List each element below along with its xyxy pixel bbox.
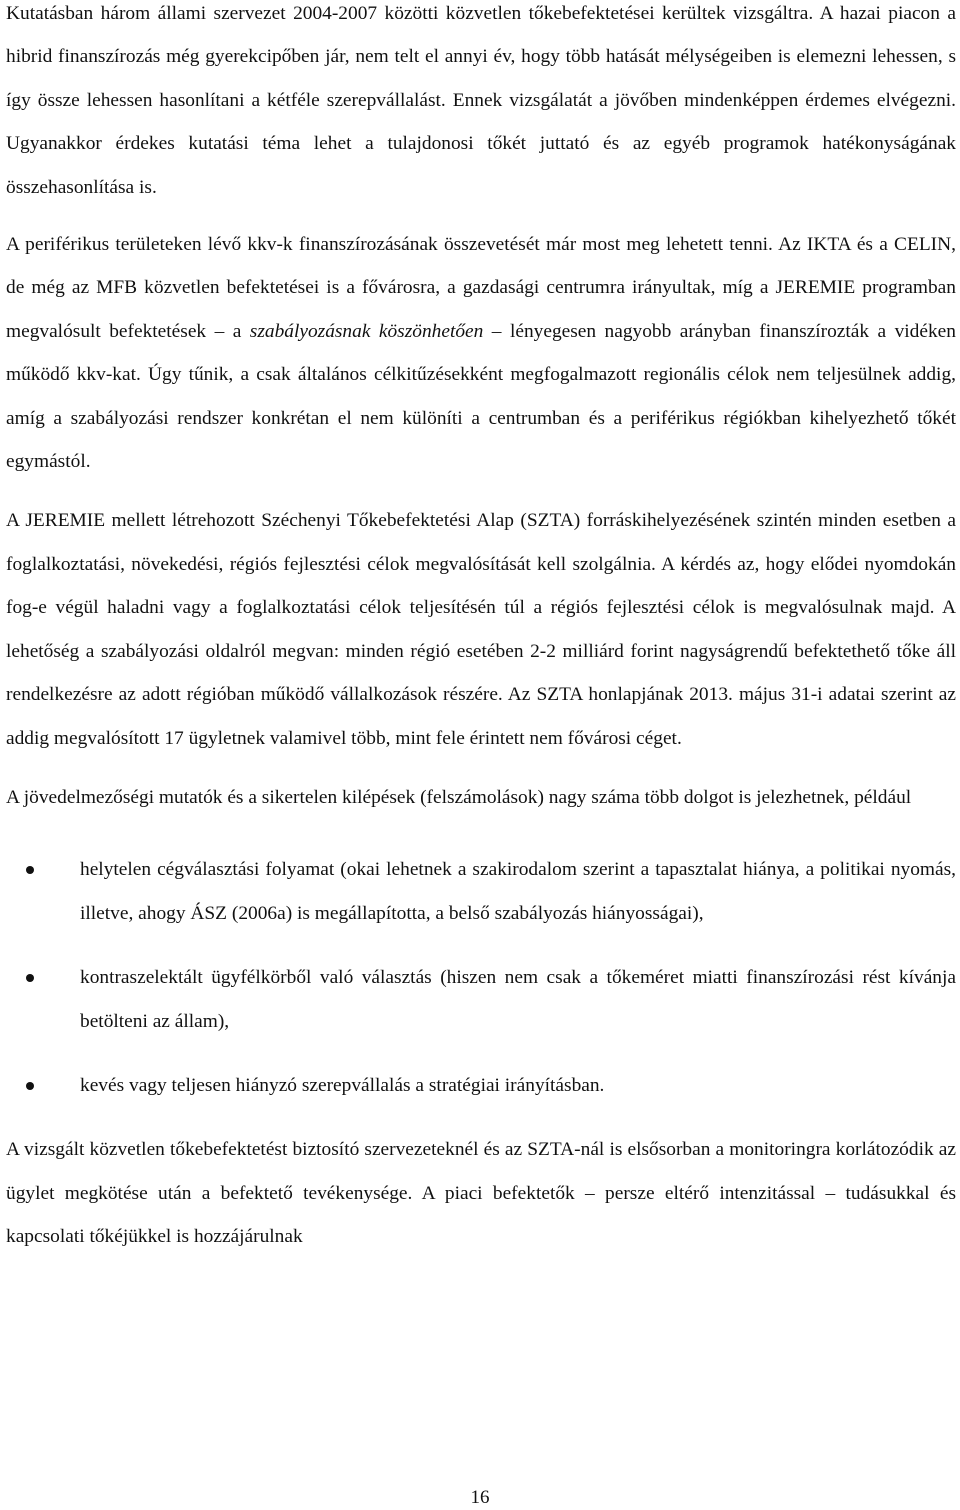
document-page xyxy=(6,0,956,1259)
paragraph-2-text-after: – lényegesen nagyobb arányban finanszírozták a vidéken működő kkv-kat. Úgy tűnik, a csak általános célkitűzésekként megfogalmazott regionális célok nem teljesülnek addig, amíg a szabályozási rendszer konkrétan el nem különíti a centrumban és a periférikus régiókban kihelyezhető tőkét egymástól. xyxy=(6,320,956,473)
bullet-item-text: kevés vagy teljesen hiányzó szerepvállalás a stratégiai irányításban. xyxy=(80,1074,605,1096)
paragraph-1: Kutatásban három állami szervezet 2004-2007 közötti közvetlen tőkebefektetései kerültek vizsgáltra. A hazai piacon a hibrid finanszírozás még gyerekcipőben jár, nem telt el annyi év, hogy több hatását mélységeiben is elemezni lehessen, s így össze lehessen hasonlítani a kétféle szerepvállalást. Ennek vizsgálatát a jövőben mindenképpen érdemes elvégezni. Ugyanakkor érdekes kutatási téma lehet a tulajdonosi tőkét juttató és az egyéb programok hatékonyságának összehasonlítása is. xyxy=(6,3,956,198)
bullet-item xyxy=(6,1064,956,1107)
bullet-item-text: helytelen cégválasztási folyamat (okai lehetnek a szakirodalom szerint a tapasztalat hiánya, a politikai nyomás, illetve, ahogy ÁSZ (2006a) is megállapította, a belső szabályozás hiányosságai), xyxy=(80,859,956,924)
paragraph-2 xyxy=(6,223,956,483)
paragraph-3: A JEREMIE mellett létrehozott Széchenyi Tőkebefektetési Alap (SZTA) forráskihelyezésének szintén minden esetben a foglalkoztatási, növekedési, régiós fejlesztési célok megvalósítását kell szolgálnia. A kérdés az, hogy elődei nyomdokán fog-e végül haladni vagy a foglalkoztatási célok teljesítésén túl a régiós fejlesztési célok is megvalósulnak majd. A lehetőség a szabályozási oldalról megvan: minden régió esetében 2-2 milliárd forint nagyságrendű befektethető tőke áll rendelkezésre az adott régióban működő vállalkozások részére. Az SZTA honlapjának 2013. május 31-i adatai szerint az addig megvalósított 17 ügyletnek valamivel több, mint fele érintett nem fővárosi céget. xyxy=(6,510,956,749)
bullet-item xyxy=(6,848,956,935)
bullet-dot-icon xyxy=(26,974,34,982)
page-number: 16 xyxy=(470,1487,490,1508)
paragraph-final: A vizsgált közvetlen tőkebefektetést biztosító szervezeteknél és az SZTA-nál is elsősorban a monitoringra korlátozódik az ügylet megkötése után a befektető tevékenysége. A piaci befektetők – persze eltérő intenzitással – tudásukkal és kapcsolati tőkéjükkel is hozzájárulnak xyxy=(6,1139,956,1248)
bullet-list xyxy=(6,848,956,1107)
bullet-item xyxy=(6,956,956,1043)
paragraph-2-text-before: A periférikus területeken lévő kkv-k finanszírozásának összevetését már most meg lehetett tenni. Az IKTA és a CELIN, de még az MFB közvetlen befektetései is a fővárosra, a gazdasági centrumra irányultak, míg a JEREMIE programban megvalósult befektetések – a xyxy=(6,234,956,342)
bullet-dot-icon xyxy=(26,866,34,874)
paragraph-4: A jövedelmezőségi mutatók és a sikertelen kilépések (felszámolások) nagy száma több dolgot is jelezhetnek, például xyxy=(6,786,912,808)
bullet-dot-icon xyxy=(26,1082,34,1090)
bullet-item-text: kontraszelektált ügyfélkörből való választás (hiszen nem csak a tőkeméret miatti finanszírozási rést kívánja betölteni az állam), xyxy=(80,967,956,1032)
paragraph-2-italic-phrase: szabályozásnak köszönhetően xyxy=(249,320,484,342)
